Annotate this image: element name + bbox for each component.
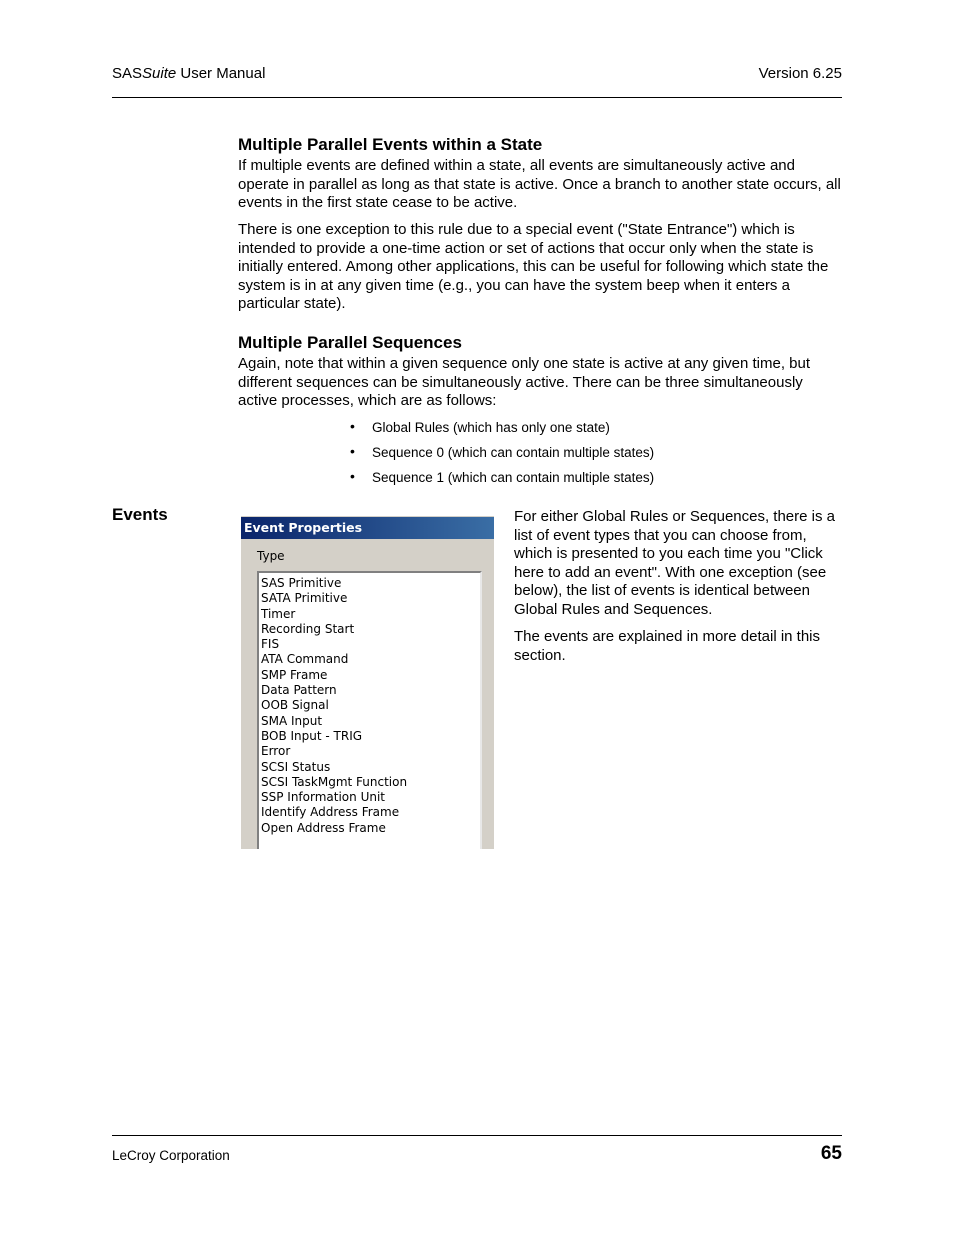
list-item[interactable]: ATA Command (261, 652, 349, 667)
events-detail-note: The events are explained in more detail in this section. (514, 628, 821, 664)
bullet-icon: • (350, 443, 355, 459)
paragraph-parallel-events: If multiple events are defined within a state, all events are simultaneously active and operate in parallel as long as that state is active. Once a branch to another state occurs, all events in the first state cease to be active. (238, 157, 841, 212)
list-item[interactable]: Timer (261, 606, 296, 621)
events-description: For either Global Rules or Sequences, there is a list of event types that you can choose from, which is presented to you each time you "Click here to add an event". With one exception (see below), the list of events is identical between Global Rules and Sequences. (514, 508, 835, 618)
list-item (350, 468, 654, 493)
dialog-title: Event Properties (241, 517, 494, 539)
list-item[interactable]: Open Address Frame (261, 820, 386, 835)
list-item[interactable]: SATA Primitive (261, 591, 348, 606)
list-item[interactable]: BOB Input - TRIG (261, 728, 363, 743)
page-number: 65 (820, 1143, 842, 1164)
event-type-list[interactable] (257, 571, 482, 849)
paragraph-parallel-sequences: Again, note that within a given sequence only one state is active at any given time, but different sequences can be simultaneously active. There can be three simultaneously active processes, which are as follows: (238, 355, 811, 410)
manual-title-prefix: SAS (112, 65, 143, 82)
list-item[interactable]: FIS (261, 637, 280, 652)
bullet-text: Sequence 1 (which can contain multiple states) (372, 470, 655, 485)
event-properties-dialog (240, 515, 494, 849)
manual-title-italic: Suite (142, 65, 177, 82)
type-label: Type (257, 549, 285, 563)
list-item[interactable]: SCSI TaskMgmt Function (261, 774, 408, 789)
list-item (350, 418, 654, 443)
list-item (350, 443, 654, 468)
bullet-text: Sequence 0 (which can contain multiple states) (372, 445, 655, 460)
bullet-list (350, 418, 654, 493)
list-item[interactable]: SCSI Status (261, 759, 331, 774)
bullet-icon: • (350, 468, 355, 484)
manual-title (112, 65, 265, 82)
paragraph-state-entrance: There is one exception to this rule due to a special event ("State Entrance") which is intended to provide a one-time action or set of actions that occur only when the state is initially entered. Among other applications, this can be useful for following which state the system is in at any given time (e.g., you can have the system beep when it enters a particular state). (238, 221, 829, 313)
events-heading: Events (112, 505, 168, 524)
list-item[interactable]: SMA Input (261, 713, 323, 728)
list-item[interactable]: Identify Address Frame (261, 805, 400, 820)
header-divider (112, 97, 842, 98)
list-item[interactable]: Data Pattern (261, 683, 337, 698)
list-item[interactable]: Recording Start (261, 621, 355, 636)
version-label: Version 6.25 (758, 65, 842, 82)
list-item[interactable]: SMP Frame (261, 667, 328, 682)
list-item[interactable]: Error (261, 744, 291, 759)
footer-divider (112, 1135, 842, 1136)
company-name: LeCroy Corporation (112, 1148, 230, 1163)
list-item[interactable]: SSP Information Unit (261, 790, 385, 805)
list-item[interactable]: SAS Primitive (261, 576, 342, 590)
manual-title-suffix: User Manual (176, 65, 266, 82)
section-heading-parallel-sequences: Multiple Parallel Sequences (238, 333, 462, 352)
section-heading-parallel-events: Multiple Parallel Events within a State (238, 135, 543, 154)
bullet-icon: • (350, 418, 355, 434)
list-item[interactable]: OOB Signal (261, 698, 329, 713)
bullet-text: Global Rules (which has only one state) (372, 420, 610, 435)
